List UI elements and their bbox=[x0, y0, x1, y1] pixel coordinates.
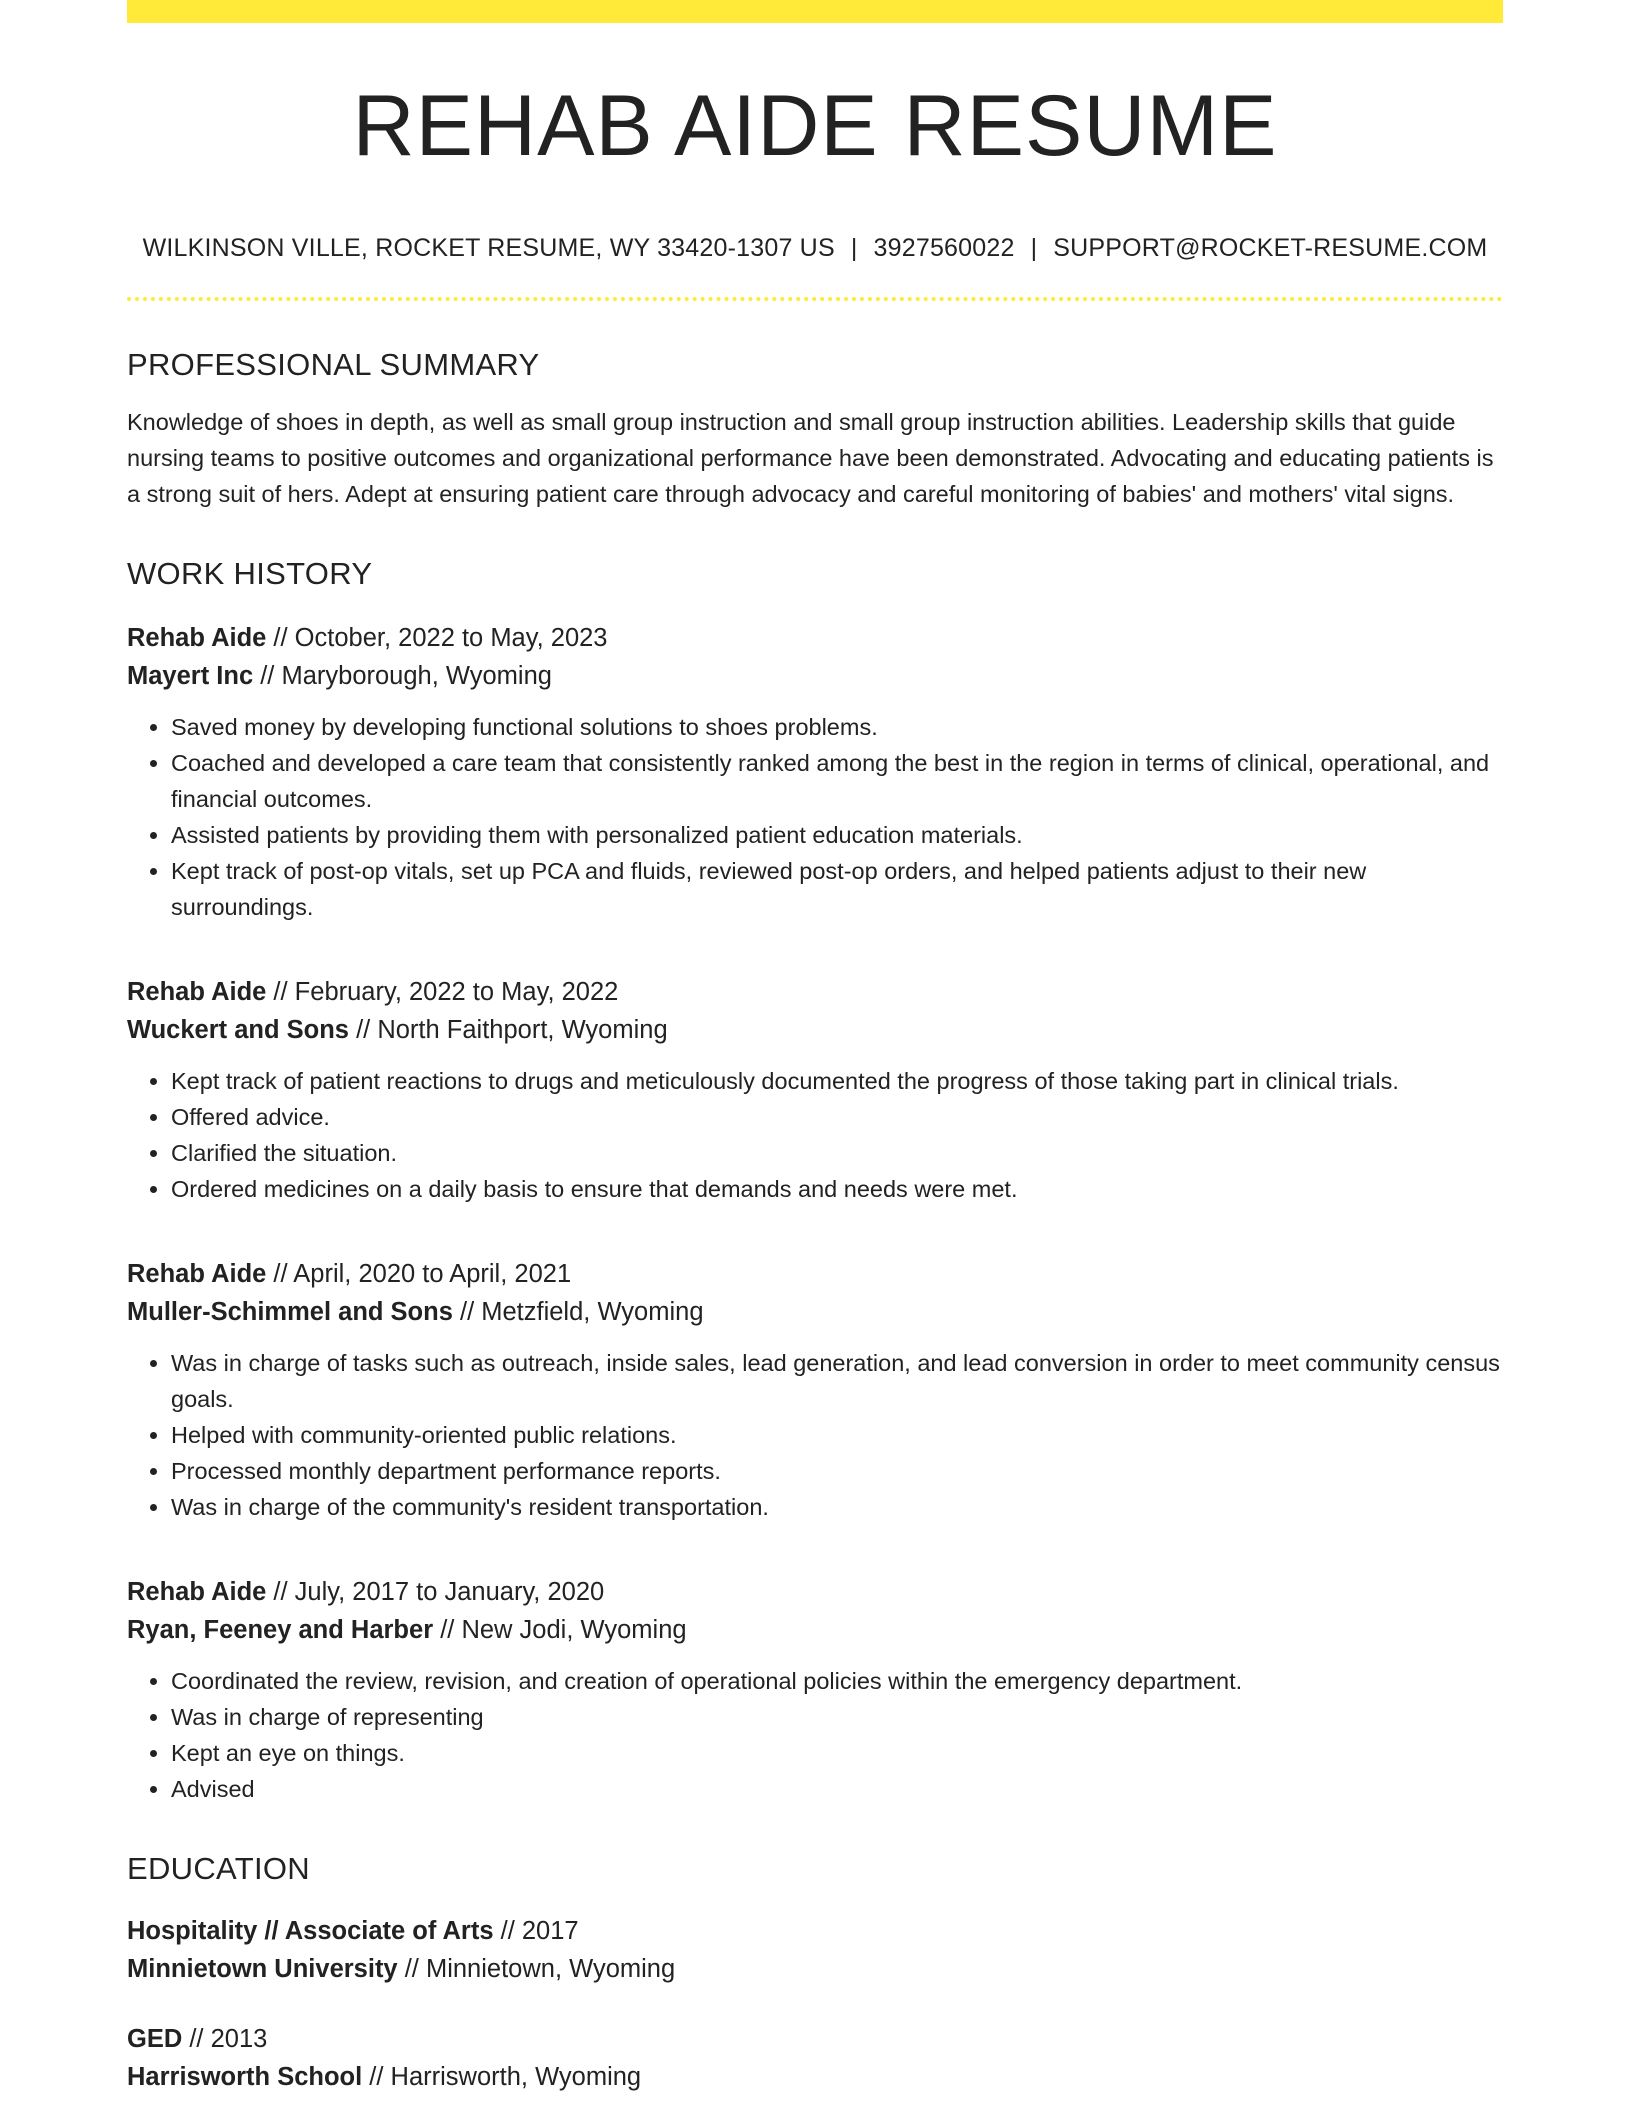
job-title: Rehab Aide bbox=[127, 1260, 267, 1288]
dotted-divider bbox=[127, 297, 1503, 301]
job-entry bbox=[127, 1255, 1503, 1525]
job-dates: // February, 2022 to May, 2022 bbox=[266, 978, 619, 1006]
education-location: // Minnietown, Wyoming bbox=[397, 1955, 676, 1983]
job-bullet: • Kept track of patient reactions to drugs and meticulously documented the progress of those taking part in clinical trials. bbox=[171, 1063, 1503, 1099]
job-bullet: • Assisted patients by providing them with personalized patient education materials. bbox=[171, 817, 1503, 853]
job-title-line bbox=[127, 1573, 1503, 1611]
job-bullets bbox=[127, 1345, 1503, 1525]
job-entry bbox=[127, 973, 1503, 1207]
job-dates: // October, 2022 to May, 2023 bbox=[266, 624, 608, 652]
job-bullet: • Coached and developed a care team that consistently ranked among the best in the region in terms of clinical, operational, and financial outcomes. bbox=[171, 745, 1503, 817]
job-bullet: • Was in charge of tasks such as outreach, inside sales, lead generation, and lead conversion in order to meet community census goals. bbox=[171, 1345, 1503, 1417]
contact-separator: | bbox=[850, 234, 858, 262]
job-dates: // April, 2020 to April, 2021 bbox=[266, 1260, 572, 1288]
job-bullet: • Coordinated the review, revision, and creation of operational policies within the emergency department. bbox=[171, 1663, 1503, 1699]
work-history-heading: WORK HISTORY bbox=[127, 556, 373, 591]
job-company-line bbox=[127, 1011, 1503, 1049]
education-year: // 2017 bbox=[493, 1917, 579, 1945]
education-year: // 2013 bbox=[182, 2025, 268, 2053]
job-title: Rehab Aide bbox=[127, 624, 267, 652]
job-company-line bbox=[127, 1611, 1503, 1649]
job-company: Ryan, Feeney and Harber bbox=[127, 1616, 434, 1644]
job-bullet: • Was in charge of representing bbox=[171, 1699, 1503, 1735]
work-history-list bbox=[127, 619, 1503, 1807]
job-title-line bbox=[127, 973, 1503, 1011]
education-school-line bbox=[127, 1950, 1503, 1988]
job-bullet: • Processed monthly department performance reports. bbox=[171, 1453, 1503, 1489]
job-company: Muller-Schimmel and Sons bbox=[127, 1298, 453, 1326]
job-bullet: • Saved money by developing functional solutions to shoes problems. bbox=[171, 709, 1503, 745]
job-entry bbox=[127, 1573, 1503, 1807]
resume-page bbox=[127, 0, 1503, 2096]
job-bullets bbox=[127, 709, 1503, 925]
education-location: // Harrisworth, Wyoming bbox=[362, 2063, 642, 2091]
accent-top-bar bbox=[127, 0, 1503, 23]
job-title-line bbox=[127, 619, 1503, 657]
education-degree: Hospitality // Associate of Arts bbox=[127, 1917, 494, 1945]
job-location: // Metzfield, Wyoming bbox=[452, 1298, 704, 1326]
contact-line bbox=[127, 233, 1503, 263]
job-bullet: • Kept track of post-op vitals, set up PCA and fluids, reviewed post-op orders, and helped patients adjust to their new surroundings. bbox=[171, 853, 1503, 925]
job-entry bbox=[127, 619, 1503, 925]
job-title: Rehab Aide bbox=[127, 978, 267, 1006]
job-bullet: • Offered advice. bbox=[171, 1099, 1503, 1135]
contact-email: SUPPORT@ROCKET-RESUME.COM bbox=[1053, 234, 1488, 262]
education-school: Harrisworth School bbox=[127, 2063, 363, 2091]
summary-text: Knowledge of shoes in depth, as well as small group instruction and small group instruction abilities. Leadership skills that guide nursing teams to positive outcomes and organizational performance have been demonstrated. Advocating and educating patients is a strong suit of hers. Adept at ensuring patient care through advocacy and careful monitoring of babies' and mothers' vital signs. bbox=[127, 409, 1494, 507]
contact-phone: 3927560022 bbox=[873, 234, 1015, 262]
job-bullets bbox=[127, 1063, 1503, 1207]
job-bullets bbox=[127, 1663, 1503, 1807]
job-location: // New Jodi, Wyoming bbox=[433, 1616, 687, 1644]
education-degree-line bbox=[127, 1912, 1503, 1950]
education-school: Minnietown University bbox=[127, 1955, 398, 1983]
contact-separator: | bbox=[1030, 234, 1038, 262]
education-list bbox=[127, 1912, 1503, 2096]
job-location: // Maryborough, Wyoming bbox=[253, 662, 552, 690]
job-company-line bbox=[127, 657, 1503, 695]
job-dates: // July, 2017 to January, 2020 bbox=[266, 1578, 605, 1606]
resume-title: REHAB AIDE RESUME bbox=[352, 78, 1278, 174]
education-heading: EDUCATION bbox=[127, 1851, 310, 1886]
education-degree-line bbox=[127, 2020, 1503, 2058]
job-bullet: • Ordered medicines on a daily basis to ensure that demands and needs were met. bbox=[171, 1171, 1503, 1207]
education-degree: GED bbox=[127, 2025, 183, 2053]
job-bullet: • Helped with community-oriented public relations. bbox=[171, 1417, 1503, 1453]
education-entry bbox=[127, 1912, 1503, 1988]
job-bullet: • Was in charge of the community's resident transportation. bbox=[171, 1489, 1503, 1525]
job-bullet: • Advised bbox=[171, 1771, 1503, 1807]
job-company: Wuckert and Sons bbox=[127, 1016, 349, 1044]
education-school-line bbox=[127, 2058, 1503, 2096]
summary-heading: PROFESSIONAL SUMMARY bbox=[127, 347, 540, 382]
job-title: Rehab Aide bbox=[127, 1578, 267, 1606]
contact-address: WILKINSON VILLE, ROCKET RESUME, WY 33420-1307 US bbox=[142, 234, 835, 262]
job-company-line bbox=[127, 1293, 1503, 1331]
job-company: Mayert Inc bbox=[127, 662, 254, 690]
job-location: // North Faithport, Wyoming bbox=[349, 1016, 668, 1044]
job-bullet: • Kept an eye on things. bbox=[171, 1735, 1503, 1771]
job-bullet: • Clarified the situation. bbox=[171, 1135, 1503, 1171]
job-title-line bbox=[127, 1255, 1503, 1293]
education-entry bbox=[127, 2020, 1503, 2096]
